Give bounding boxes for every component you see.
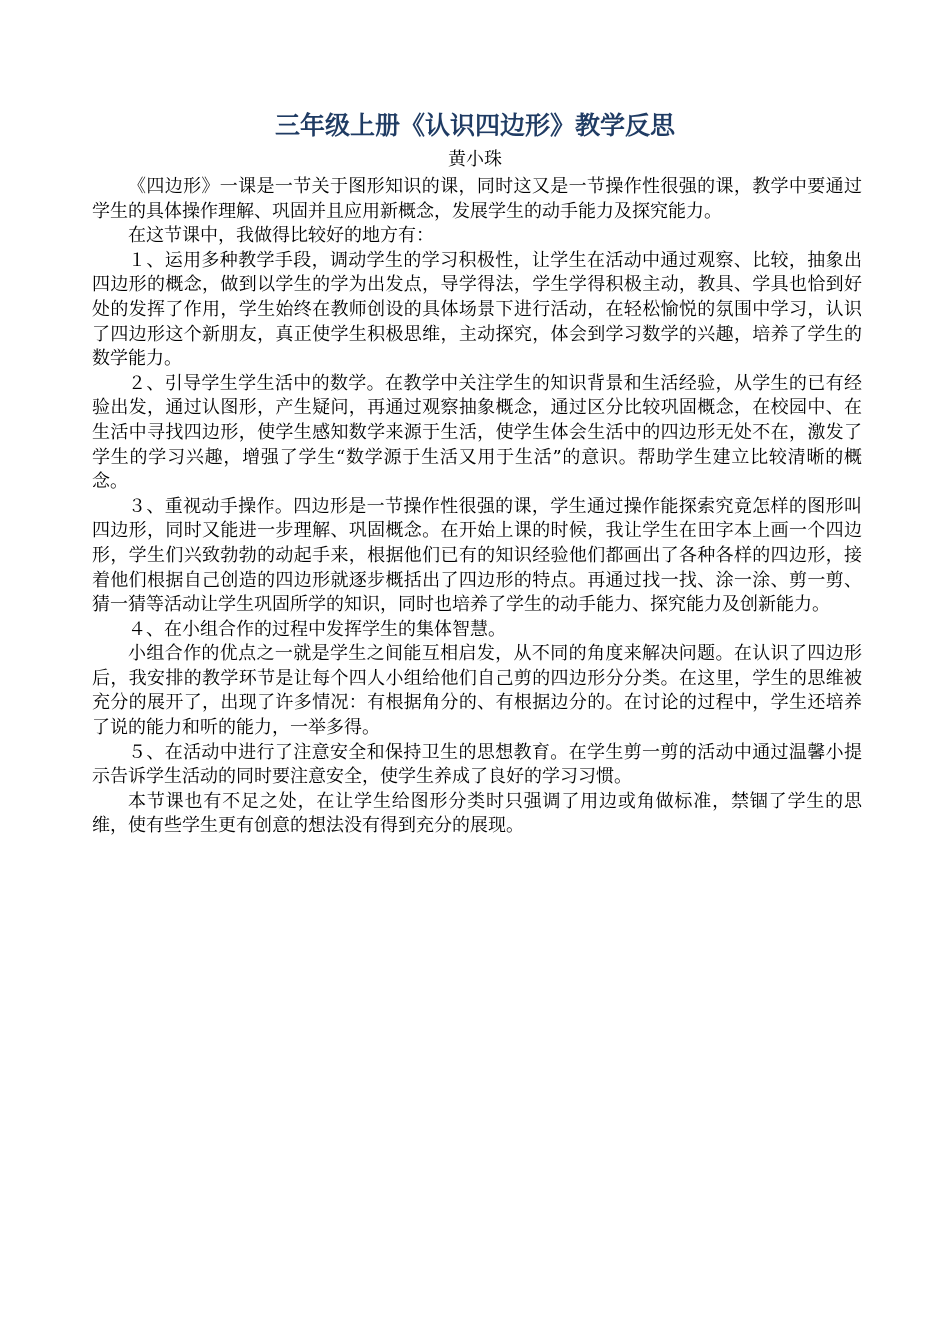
paragraph-point-5: ５、在活动中进行了注意安全和保持卫生的思想教育。在学生剪一剪的活动中通过温馨小提示告诉学生活动的同时要注意安全，使学生养成了良好的学习习惯。 <box>92 741 862 788</box>
paragraph-shortcomings: 本节课也有不足之处，在让学生给图形分类时只强调了用边或角做标准，禁锢了学生的思维，使有些学生更有创意的想法没有得到充分的展现。 <box>92 790 862 837</box>
paragraph-point-1: １、运用多种教学手段，调动学生的学习积极性，让学生在活动中通过观察、比较，抽象出四边形的概念，做到以学生的学为出发点，导学得法，学生学得积极主动，教具、学具也恰到好处的发挥了作用，学生始终在教师创设的具体场景下进行活动，在轻松愉悦的氛围中学习，认识了四边形这个新朋友，真正使学生积极思维，主动探究，体会到学习数学的兴趣，培养了学生的数学能力。 <box>92 249 862 370</box>
author-name: 黄小珠 <box>448 149 502 170</box>
paragraph-point-4: ４、在小组合作的过程中发挥学生的集体智慧。 <box>128 618 506 640</box>
paragraph-point-2: ２、引导学生学生活中的数学。在教学中关注学生的知识背景和生活经验，从学生的已有经验出发，通过认图形，产生疑问，再通过观察抽象概念，通过区分比较巩固概念，在校园中、在生活中寻找四边形，使学生感知数学来源于生活，使学生体会生活中的四边形无处不在，激发了学生的学习兴趣，增强了学生“数学源于生活又用于生活”的意识。帮助学生建立比较清晰的概念。 <box>92 372 862 493</box>
document-body <box>92 175 862 839</box>
document-title: 三年级上册《认识四边形》教学反思 <box>274 111 675 140</box>
paragraph-strengths-lead: 在这节课中，我做得比较好的地方有： <box>128 225 434 247</box>
paragraph-group-work: 小组合作的优点之一就是学生之间能互相启发，从不同的角度来解决问题。在认识了四边形后，我安排的教学环节是让每个四人小组给他们自己剪的四边形分分类。在这里，学生的思维被充分的展开了，出现了许多情况：有根据角分的、有根据边分的。在讨论的过程中，学生还培养了说的能力和听的能力，一举多得。 <box>92 643 862 739</box>
paragraph-point-3: ３、重视动手操作。四边形是一节操作性很强的课，学生通过操作能探索究竟怎样的图形叫四边形，同时又能进一步理解、巩固概念。在开始上课的时候，我让学生在田字本上画一个四边形，学生们兴致勃勃的动起手来，根据他们已有的知识经验他们都画出了各种各样的四边形，接着他们根据自己创造的四边形就逐步概括出了四边形的特点。再通过找一找、涂一涂、剪一剪、猜一猜等活动让学生巩固所学的知识，同时也培养了学生的动手能力、探究能力及创新能力。 <box>92 495 862 616</box>
paragraph-intro: 《四边形》一课是一节关于图形知识的课，同时这又是一节操作性很强的课，教学中要通过学生的具体操作理解、巩固并且应用新概念，发展学生的动手能力及探究能力。 <box>92 176 862 222</box>
